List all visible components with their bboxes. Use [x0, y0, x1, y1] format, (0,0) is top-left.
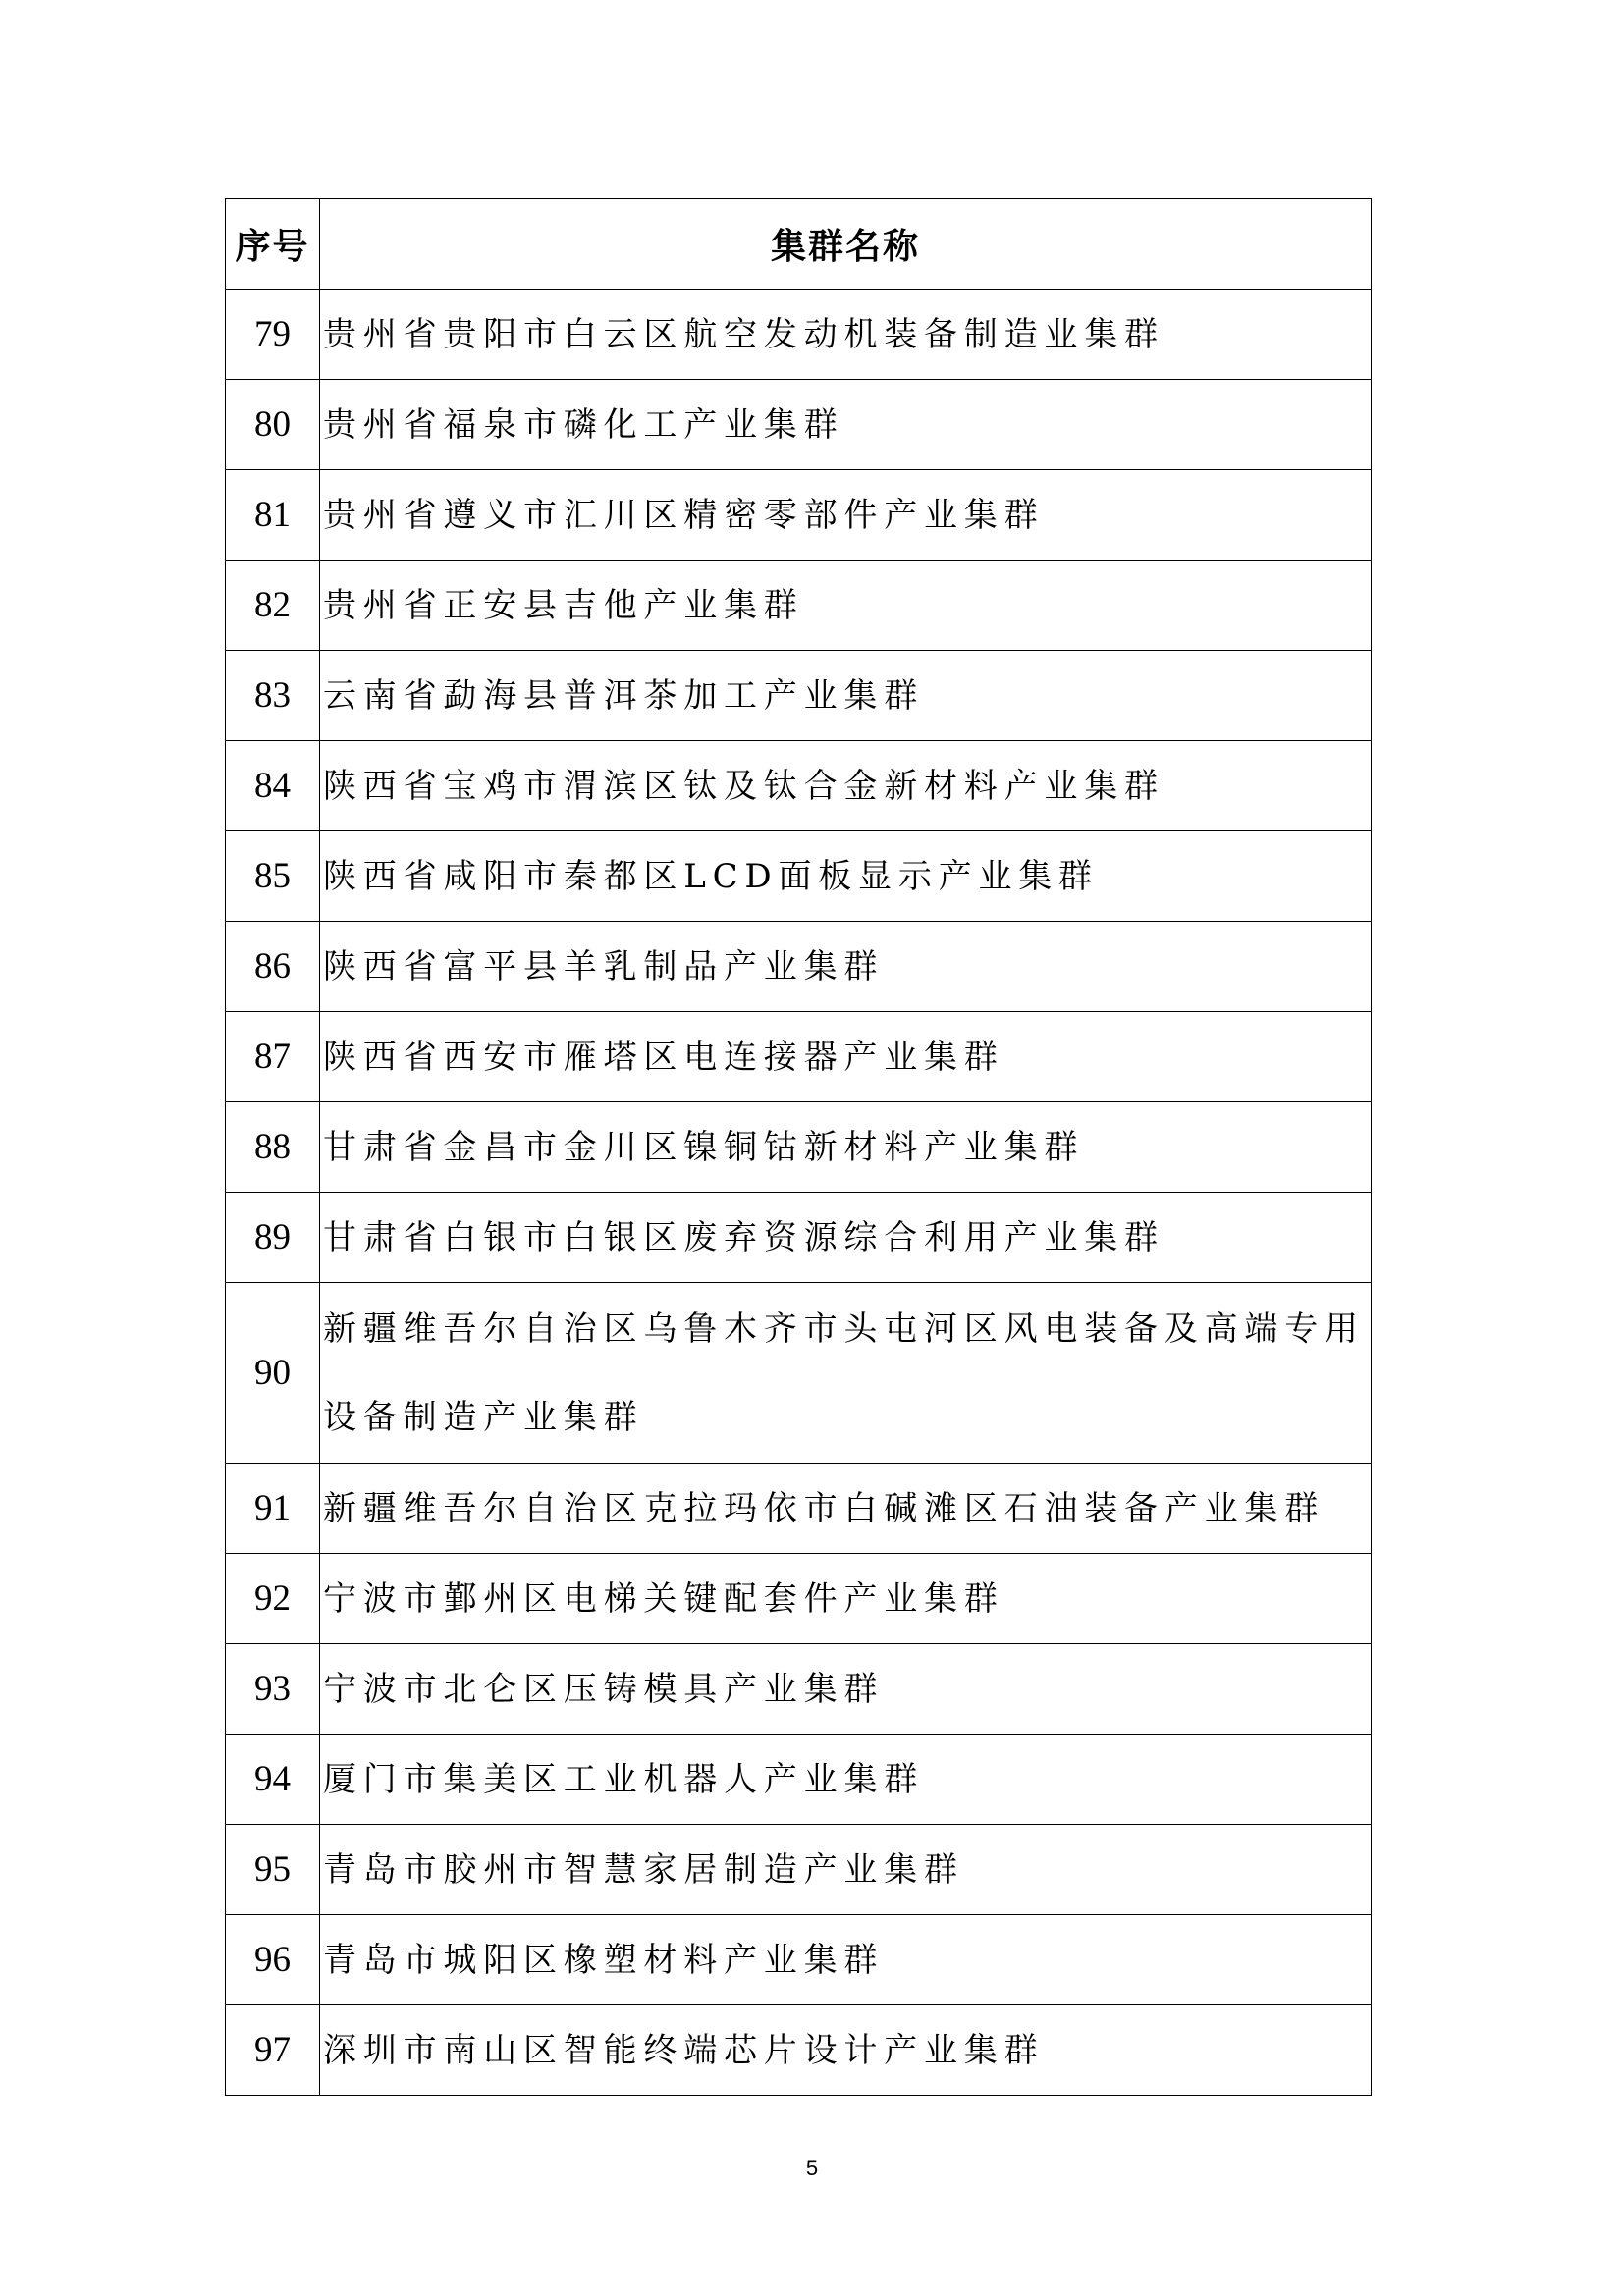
table-row — [226, 1735, 1372, 1825]
table-row — [226, 922, 1372, 1012]
row-cluster-name: 青岛市胶州市智慧家居制造产业集群 — [320, 1825, 1372, 1915]
row-cluster-name: 贵州省贵阳市白云区航空发动机装备制造业集群 — [320, 290, 1372, 380]
row-cluster-name: 陕西省富平县羊乳制品产业集群 — [320, 922, 1372, 1012]
row-serial-number: 84 — [226, 741, 320, 831]
table-row — [226, 1644, 1372, 1735]
table-row — [226, 741, 1372, 831]
header-cluster-name: 集群名称 — [320, 199, 1372, 290]
row-cluster-name: 宁波市北仑区压铸模具产业集群 — [320, 1644, 1372, 1735]
table-row — [226, 1102, 1372, 1193]
row-cluster-name: 新疆维吾尔自治区克拉玛依市白碱滩区石油装备产业集群 — [320, 1464, 1372, 1554]
row-serial-number: 83 — [226, 651, 320, 741]
table-row — [226, 831, 1372, 922]
row-cluster-name: 宁波市鄞州区电梯关键配套件产业集群 — [320, 1554, 1372, 1644]
row-cluster-name: 贵州省福泉市磷化工产业集群 — [320, 380, 1372, 470]
row-cluster-name: 深圳市南山区智能终端芯片设计产业集群 — [320, 2005, 1372, 2096]
row-serial-number: 81 — [226, 470, 320, 561]
row-cluster-name: 厦门市集美区工业机器人产业集群 — [320, 1735, 1372, 1825]
row-cluster-name: 云南省勐海县普洱茶加工产业集群 — [320, 651, 1372, 741]
row-serial-number: 95 — [226, 1825, 320, 1915]
row-serial-number: 88 — [226, 1102, 320, 1193]
table-row — [226, 1464, 1372, 1554]
row-serial-number: 97 — [226, 2005, 320, 2096]
table-row — [226, 2005, 1372, 2096]
table-row — [226, 470, 1372, 561]
row-cluster-name: 陕西省宝鸡市渭滨区钛及钛合金新材料产业集群 — [320, 741, 1372, 831]
row-serial-number: 92 — [226, 1554, 320, 1644]
table-row — [226, 1283, 1372, 1464]
row-cluster-name: 陕西省西安市雁塔区电连接器产业集群 — [320, 1012, 1372, 1102]
table-row — [226, 561, 1372, 651]
table-row — [226, 1915, 1372, 2005]
page-number: 5 — [805, 2156, 819, 2180]
row-cluster-name: 青岛市城阳区橡塑材料产业集群 — [320, 1915, 1372, 2005]
row-serial-number: 96 — [226, 1915, 320, 2005]
row-serial-number: 87 — [226, 1012, 320, 1102]
table-row — [226, 1554, 1372, 1644]
row-serial-number: 94 — [226, 1735, 320, 1825]
row-serial-number: 86 — [226, 922, 320, 1012]
table-row — [226, 1193, 1372, 1283]
row-cluster-name: 甘肃省金昌市金川区镍铜钴新材料产业集群 — [320, 1102, 1372, 1193]
row-cluster-name: 甘肃省白银市白银区废弃资源综合利用产业集群 — [320, 1193, 1372, 1283]
header-serial-number: 序号 — [226, 199, 320, 290]
row-cluster-name: 贵州省正安县吉他产业集群 — [320, 561, 1372, 651]
table-row — [226, 380, 1372, 470]
table-row — [226, 651, 1372, 741]
row-serial-number: 82 — [226, 561, 320, 651]
table-row — [226, 290, 1372, 380]
row-serial-number: 85 — [226, 831, 320, 922]
row-serial-number: 90 — [226, 1283, 320, 1464]
row-serial-number: 93 — [226, 1644, 320, 1735]
row-cluster-name: 陕西省咸阳市秦都区LCD面板显示产业集群 — [320, 831, 1372, 922]
row-serial-number: 79 — [226, 290, 320, 380]
row-serial-number: 91 — [226, 1464, 320, 1554]
row-cluster-name: 贵州省遵义市汇川区精密零部件产业集群 — [320, 470, 1372, 561]
table-row — [226, 1012, 1372, 1102]
table-row — [226, 1825, 1372, 1915]
row-serial-number: 89 — [226, 1193, 320, 1283]
row-serial-number: 80 — [226, 380, 320, 470]
cluster-table — [225, 198, 1372, 2096]
row-cluster-name: 新疆维吾尔自治区乌鲁木齐市头屯河区风电装备及高端专用设备制造产业集群 — [320, 1283, 1372, 1464]
table-header-row — [226, 199, 1372, 290]
